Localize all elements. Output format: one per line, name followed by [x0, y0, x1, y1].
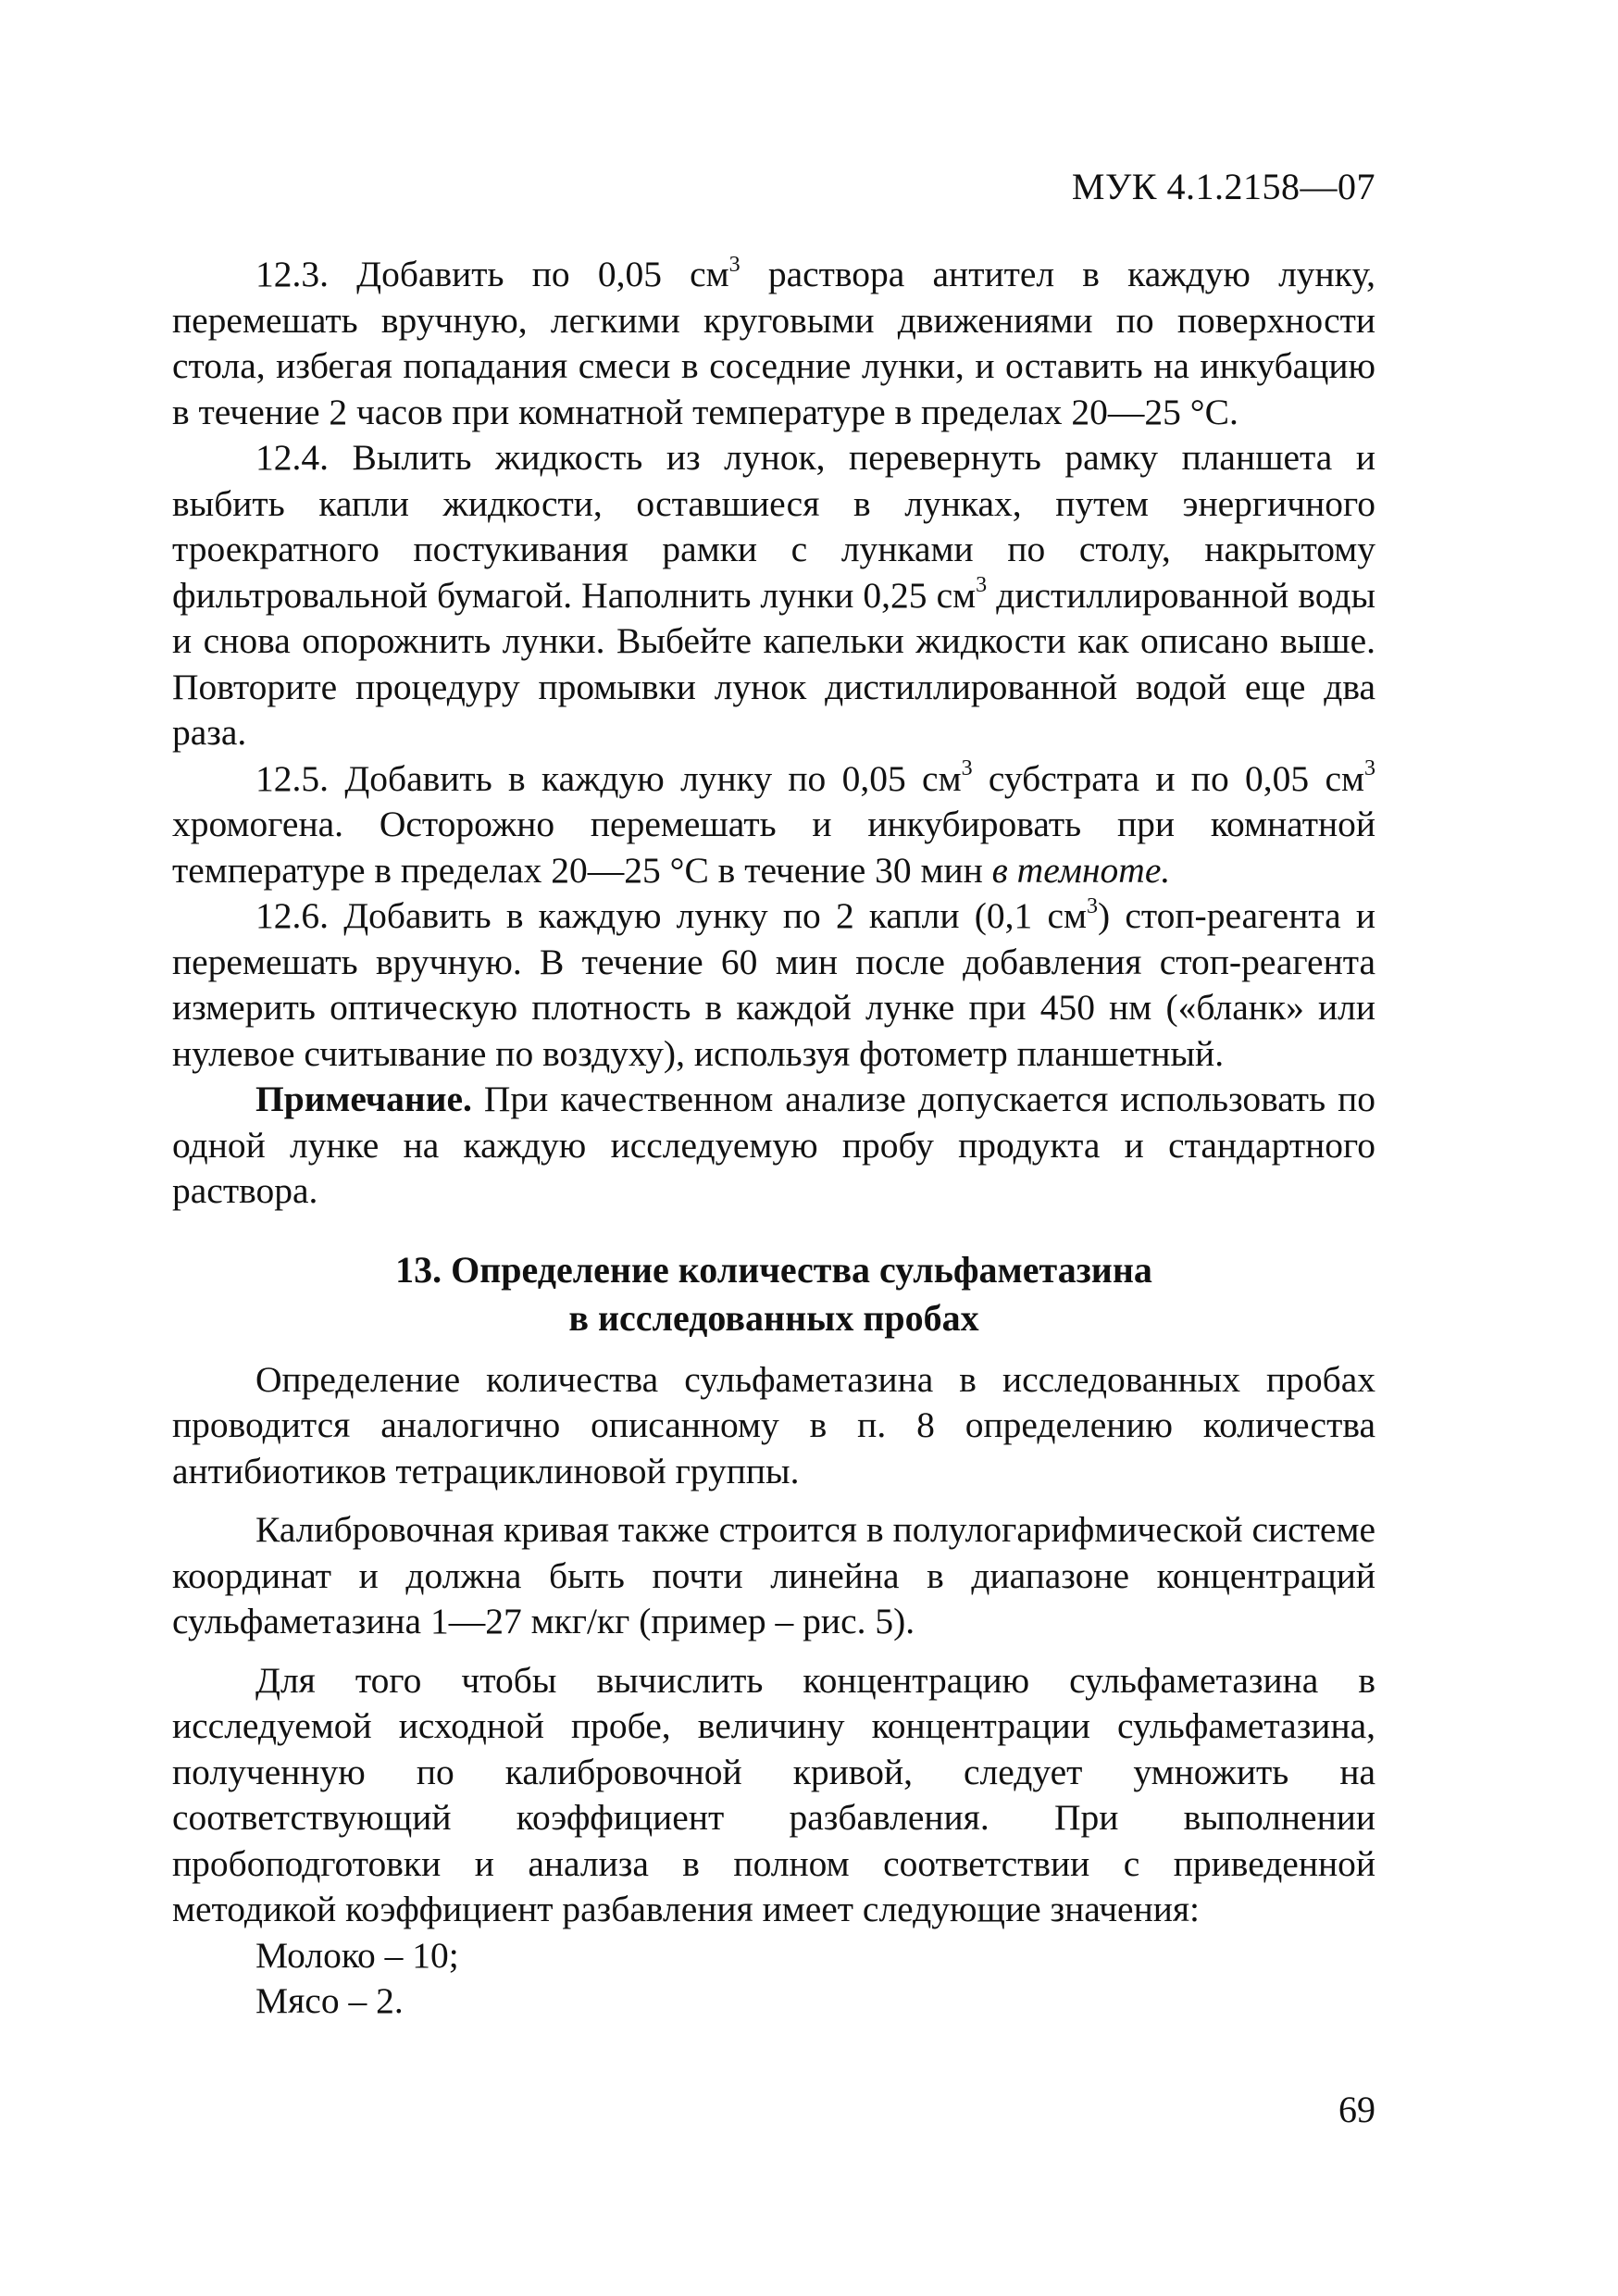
paragraph-12-5: [172, 756, 1375, 894]
note-text: При качественном анализе допускается использовать по одной лунке на каждую исследуемую пробу продукта и стандартного раствора.: [172, 1079, 1375, 1211]
text-run: 12.4. Вылить жидкость из лунок, перевернуть рамку планшета и выбить капли жидкости, оставшиеся в лунках, путем энергичного троекратного постукивания рамки с лунками по столу, накрытому фильтровальной бумагой. Наполнить лунки 0,25 см: [172, 437, 1375, 616]
superscript: 3: [976, 573, 988, 598]
paragraph-12-3: [172, 252, 1375, 435]
paragraph-12-4: [172, 435, 1375, 756]
superscript: 3: [1363, 756, 1375, 781]
text-run: дистиллированной воды и снова опорожнить лунки. Выбейте капельки жидкости как описано выше. Повторите процедуру промывки лунок дистиллированной водой еще два раза.: [172, 574, 1375, 753]
text-run: хромогена. Осторожно перемешать и инкубировать при комнатной температуре в пределах 20—25 °С в течение 30 мин: [172, 804, 1375, 891]
superscript: 3: [728, 252, 741, 277]
section-heading-line-1: 13. Определение количества сульфаметазина: [395, 1248, 1152, 1291]
italic-text: в темноте.: [991, 849, 1171, 891]
section-heading-line-2: в исследованных пробах: [568, 1296, 979, 1339]
section-paragraph-2: Калибровочная кривая также строится в полулогарифмической системе координат и должна быть почти линейна в диапазоне концентраций сульфаметазина 1—27 мкг/кг (пример – рис. 5).: [172, 1509, 1375, 1641]
section-heading: [172, 1246, 1375, 1342]
section-paragraph-1: Определение количества сульфаметазина в исследованных пробах проводится аналогично описанному в п. 8 определению количества антибиотиков тетрациклиновой группы.: [172, 1358, 1375, 1491]
text-run: 12.6. Добавить в каждую лунку по 2 капли (0,1 см: [255, 895, 1088, 936]
text-run: 12.5. Добавить в каждую лунку по 0,05 см: [255, 757, 962, 799]
document-code: МУК 4.1.2158—07: [1071, 166, 1375, 207]
superscript: 3: [1087, 893, 1099, 918]
note-label: Примечание.: [255, 1079, 472, 1119]
text-run: 12.3. Добавить по 0,05 см: [255, 254, 729, 294]
text-run: субстрата и по 0,05 см: [972, 757, 1364, 799]
document-body: [172, 252, 1375, 2025]
page-number: 69: [1338, 2089, 1375, 2130]
list-item-milk: Молоко – 10;: [255, 1934, 459, 1976]
note-paragraph: [172, 1077, 1375, 1215]
text-run: раствора антител в каждую лунку, перемешать вручную, легкими круговыми движениями по поверхности стола, избегая попадания смеси в соседние лунки, и оставить на инкубацию в течение 2 часов при комнатной температуре в пределах 20—25 °С.: [172, 254, 1375, 432]
text-run: ) стоп-реагента и перемешать вручную. В течение 60 мин после добавления стоп-реагента измерить оптическую плотность в каждой лунке при 450 нм («бланк» или нулевое считывание по воздуху), используя фотометр планшетный.: [172, 895, 1375, 1074]
list-item-meat: Мясо – 2.: [255, 1980, 404, 2021]
superscript: 3: [961, 756, 973, 781]
paragraph-12-6: [172, 893, 1375, 1077]
section-paragraph-3: Для того чтобы вычислить концентрацию сульфаметазина в исследуемой исходной пробе, величину концентрации сульфаметазина, полученную по калибровочной кривой, следует умножить на соответствующий коэффициент разбавления. При выполнении пробоподготовки и анализа в полном соответствии с приведенной методикой коэффициент разбавления имеет следующие значения:: [172, 1659, 1375, 1929]
